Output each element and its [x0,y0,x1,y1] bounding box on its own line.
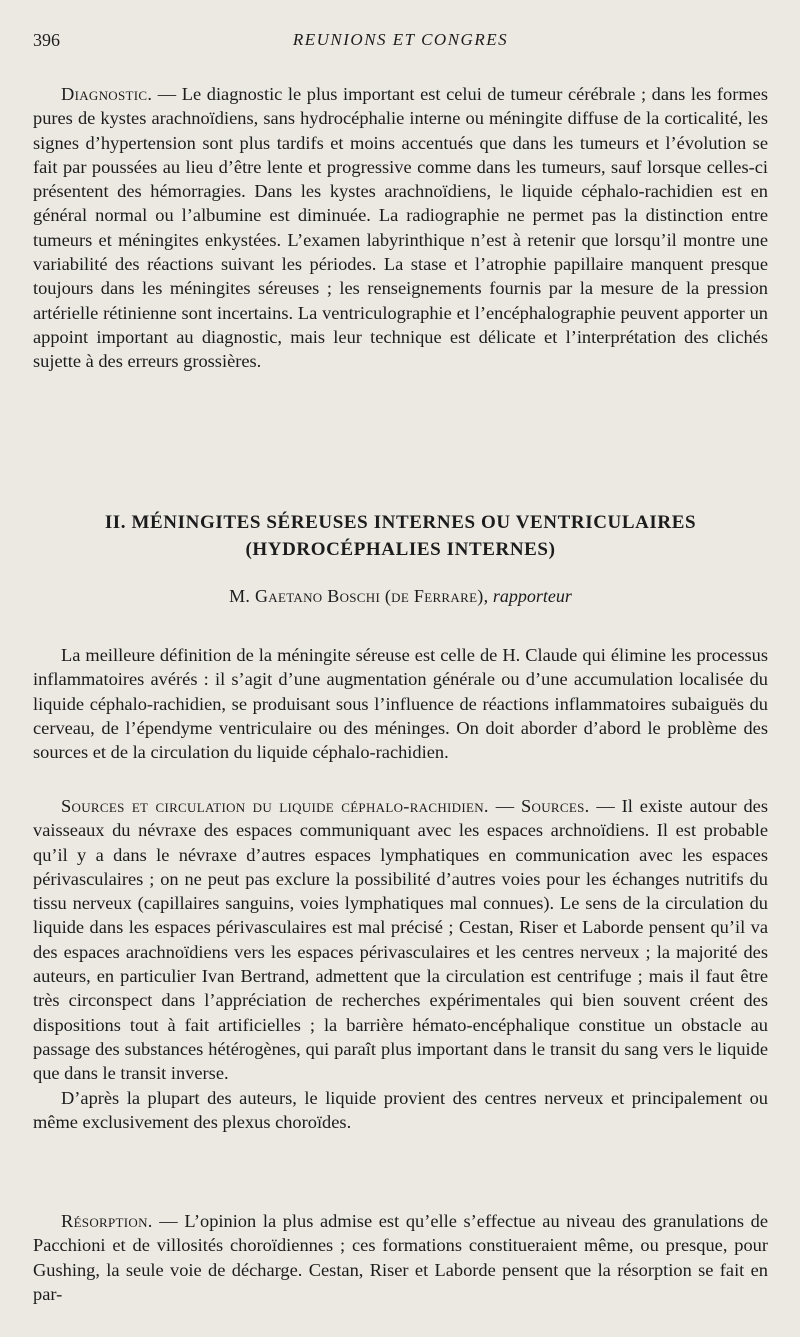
section-heading [33,509,768,563]
resorption-section [33,1209,768,1306]
section-heading-line2: (HYDROCÉPHALIES INTERNES) [245,539,556,560]
diagnostic-section [33,82,768,374]
rapporteur-line [33,584,768,608]
intro-paragraph: La meilleure définition de la méningite séreuse est celle de H. Claude qui élimine les processus inflammatoires avérés : il s’agit d’une augmentation générale ou d’une accumulation localisée du liquide céphalo-rachidien, se produisant sous l’influence de réactions inflammatoires subaiguës du cerveau, de l’épendyme ventriculaire ou des méninges. On doit aborder d’abord le problème des sources et de la circulation du liquide céphalo-rachidien. [33,645,768,763]
rapporteur-role: rapporteur [492,586,572,606]
sources-section [33,794,768,1134]
sources-dash: — [488,796,521,816]
rapporteur-name: M. Gaetano Boschi (de Ferrare), [229,586,489,606]
resorption-label: Résorption. [61,1211,153,1231]
intro-section [33,643,768,764]
diagnostic-paragraph [33,82,768,374]
diagnostic-label: Diagnostic. [61,84,153,104]
page-number: 396 [33,30,60,50]
sources-label: Sources et circulation du liquide céphalo-rachidien. [61,796,489,816]
resorption-paragraph [33,1209,768,1306]
sources-sublabel: Sources. [520,796,590,816]
sources-text: — Il existe autour des vaisseaux du névraxe des espaces communiquant avec les espaces archnoïdiens. Il est probable qu’il y a dans le névraxe d’autres espaces lymphatiques en communication avec les espaces périvasculaires ; on ne peut pas exclure la possibilité d’autres voies pour les échanges nutritifs du tissu nerveux (capillaires sanguins, voies lymphatiques mal connues). Le sens de la circulation du liquide dans les espaces périvasculaires est mal précisé ; Cestan, Riser et Laborde pensent qu’il va des espaces arachnoïdiens vers les espaces périvasculaires et les centres nerveux ; la majorité des auteurs, en particulier Ivan Bertrand, admettent que la circulation est centrifuge ; mais il faut être très circonspect dans l’appréciation de recherches expérimentales qui bien souvent créent des dispositions tout à fait artificielles ; la barrière hémato-encéphalique constitue un obstacle au passage des substances hétérogènes, qui paraît plus important dans le transit du sang vers le liquide que dans le transit inverse. [33,796,768,1084]
running-head [33,30,768,60]
sources-paragraph [33,794,768,1086]
sources-paragraph-2: D’après la plupart des auteurs, le liquide provient des centres nerveux et principalement ou même exclusivement des plexus choroïdes. [33,1087,768,1132]
running-title: REUNIONS ET CONGRES [292,30,509,49]
resorption-text: — L’opinion la plus admise est qu’elle s’effectue au niveau des granulations de Pacchioni et de villosités choroïdiennes ; ces formations constitueraient même, ou presque, pour Gushing, la seule voie de décharge. Cestan, Riser et Laborde pensent que la résorption se fait en par- [33,1211,768,1304]
diagnostic-text: — Le diagnostic le plus important est celui de tumeur cérébrale ; dans les formes pures de kystes arachnoïdiens, sans hydrocéphalie interne ou méningite diffuse de la corticalité, les signes d’hypertension sont plus tardifs et moins accentués que dans les tumeurs et l’évolution se fait par poussées au lieu d’être lente et progressive comme dans les tumeurs, sauf lorsque celles-ci présentent des hémorragies. Dans les kystes arachnoïdiens, le liquide céphalo-rachidien est en général normal ou l’albumine est diminuée. La radiographie ne permet pas la distinction entre tumeurs et méningites enkystées. L’examen labyrinthique n’est à retenir que lorsqu’il montre une variabilité des réactions suivant les périodes. La stase et l’atrophie papillaire manquent presque toujours dans les méningites séreuses ; les renseignements fournis par la mesure de la pression artérielle rétinienne sont incertains. La ventriculographie et l’encéphalographie peuvent apporter un appoint important au diagnostic, mais leur technique est délicate et l’interprétation des clichés sujette à des erreurs grossières. [33,84,768,372]
section-heading-line1: II. MÉNINGITES SÉREUSES INTERNES OU VENTRICULAIRES [104,512,697,533]
